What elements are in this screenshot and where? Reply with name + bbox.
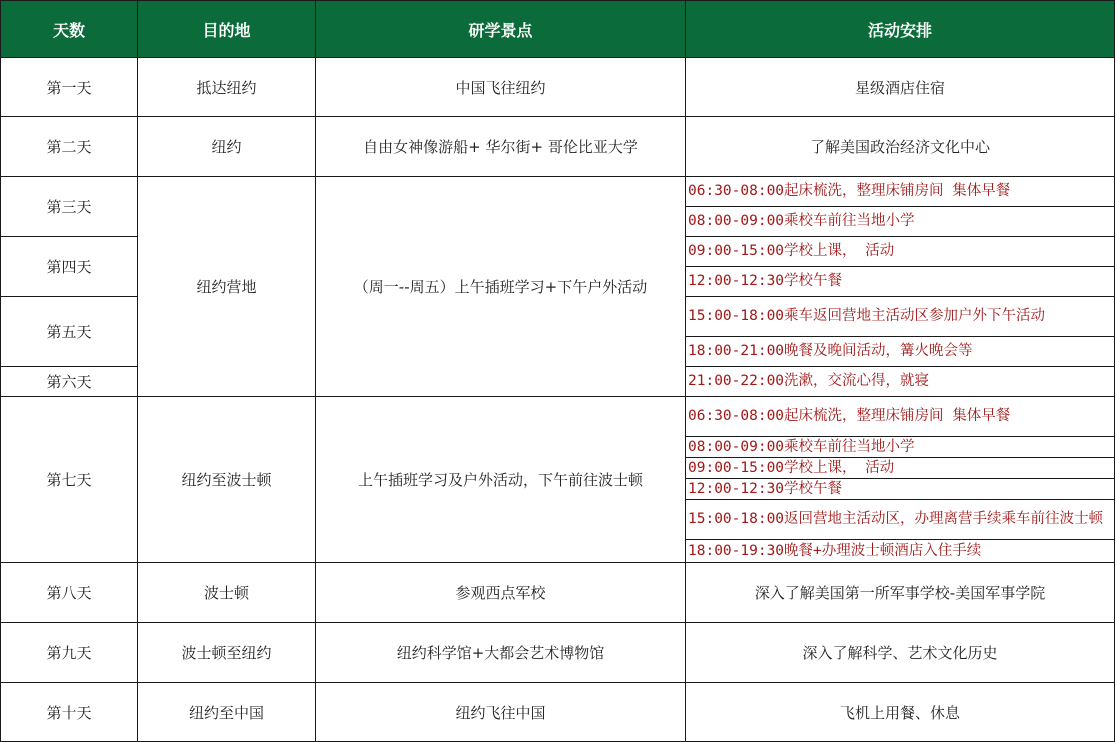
day-cell: 第八天 <box>0 562 138 623</box>
day-cell: 第四天 <box>0 236 138 297</box>
header-activities: 活动安排 <box>685 0 1115 58</box>
day-cell: 第二天 <box>0 116 138 177</box>
schedule-item: 08:00-09:00乘校车前往当地小学 <box>685 206 1115 237</box>
day-cell: 第五天 <box>0 296 138 367</box>
activities-cell: 飞机上用餐、休息 <box>685 682 1115 742</box>
spots-cell: 自由女神像游船+ 华尔街+ 哥伦比亚大学 <box>315 116 686 177</box>
header-spots: 研学景点 <box>315 0 686 58</box>
spots-cell: 中国飞往纽约 <box>315 57 686 117</box>
spots-cell: 参观西点军校 <box>315 562 686 623</box>
spots-cell: 上午插班学习及户外活动，下午前往波士顿 <box>315 396 686 563</box>
schedule-item: 18:00-21:00晚餐及晚间活动，篝火晚会等 <box>685 336 1115 367</box>
destination-cell: 波士顿 <box>137 562 316 623</box>
schedule-item: 06:30-08:00起床梳洗，整理床铺房间 集体早餐 <box>685 176 1115 207</box>
schedule-item: 09:00-15:00学校上课， 活动 <box>685 457 1115 479</box>
day-cell: 第七天 <box>0 396 138 563</box>
schedule-item: 12:00-12:30学校午餐 <box>685 266 1115 297</box>
destination-cell: 波士顿至纽约 <box>137 622 316 683</box>
destination-cell: 纽约 <box>137 116 316 177</box>
header-day: 天数 <box>0 0 138 58</box>
destination-cell: 纽约营地 <box>137 176 316 397</box>
schedule-item: 18:00-19:30晚餐+办理波士顿酒店入住手续 <box>685 539 1115 563</box>
schedule-item: 08:00-09:00乘校车前往当地小学 <box>685 436 1115 458</box>
schedule-item: 09:00-15:00学校上课， 活动 <box>685 236 1115 267</box>
spots-cell: 纽约飞往中国 <box>315 682 686 742</box>
destination-cell: 纽约至中国 <box>137 682 316 742</box>
activities-cell: 了解美国政治经济文化中心 <box>685 116 1115 177</box>
spots-cell: 纽约科学馆+大都会艺术博物馆 <box>315 622 686 683</box>
destination-cell: 纽约至波士顿 <box>137 396 316 563</box>
header-destination: 目的地 <box>137 0 316 58</box>
schedule-item: 15:00-18:00返回营地主活动区，办理离营手续乘车前往波士顿 <box>685 499 1115 540</box>
day-cell: 第三天 <box>0 176 138 237</box>
schedule-item: 15:00-18:00乘车返回营地主活动区参加户外下午活动 <box>685 296 1115 337</box>
spots-cell: （周一--周五）上午插班学习+下午户外活动 <box>315 176 686 397</box>
schedule-item: 06:30-08:00起床梳洗，整理床铺房间 集体早餐 <box>685 396 1115 437</box>
day-cell: 第九天 <box>0 622 138 683</box>
destination-cell: 抵达纽约 <box>137 57 316 117</box>
day-cell: 第一天 <box>0 57 138 117</box>
schedule-item: 21:00-22:00洗漱，交流心得，就寝 <box>685 366 1115 397</box>
activities-cell: 深入了解科学、艺术文化历史 <box>685 622 1115 683</box>
day-cell: 第六天 <box>0 366 138 397</box>
day-cell: 第十天 <box>0 682 138 742</box>
schedule-item: 12:00-12:30学校午餐 <box>685 478 1115 500</box>
activities-cell: 星级酒店住宿 <box>685 57 1115 117</box>
activities-cell: 深入了解美国第一所军事学校-美国军事学院 <box>685 562 1115 623</box>
